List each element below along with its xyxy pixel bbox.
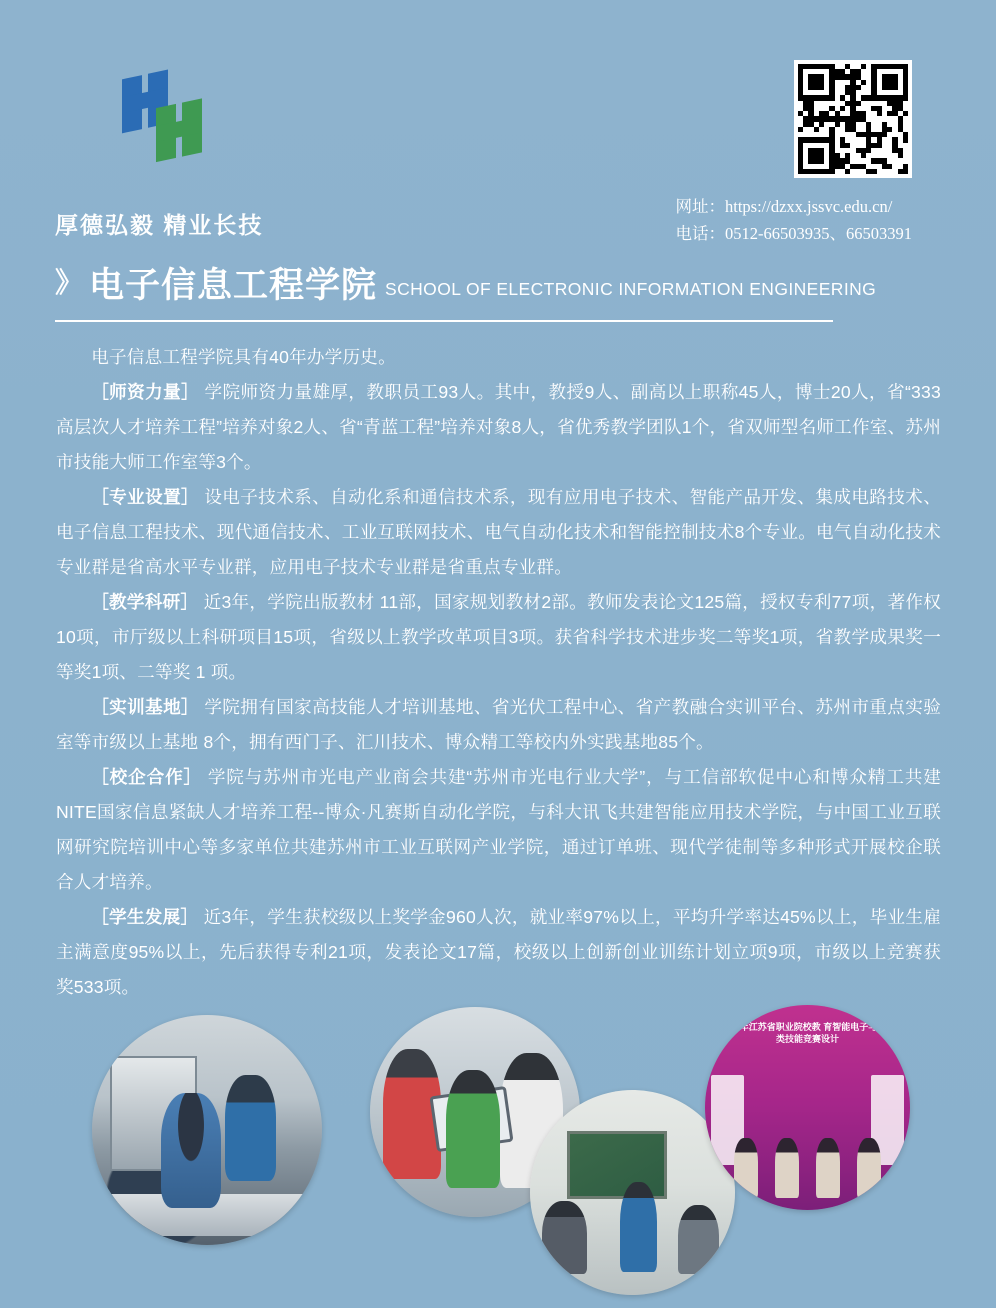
- qr-code: [794, 60, 912, 178]
- body-copy: [56, 340, 941, 1005]
- page-title: [55, 266, 877, 305]
- contact-info: [676, 193, 913, 247]
- label-cooperation: ［校企合作］: [91, 767, 203, 787]
- paragraph-majors: ［专业设置］ 设电子技术系、自动化系和通信技术系，现有应用电子技术、智能产品开发、集成电路技术、电子信息工程技术、现代通信技术、工业互联网技术、电气自动化技术和智能控制技术8个专业。电气自动化技术专业群是省高水平专业群，应用电子技术专业群是省重点专业群。: [56, 487, 942, 577]
- photo-gallery: [0, 995, 996, 1295]
- label-student-development: ［学生发展］: [91, 907, 199, 927]
- phone-line: 电话：0512-66503935、66503391: [675, 224, 912, 243]
- label-faculty: ［师资力量］: [91, 382, 200, 402]
- paragraph-faculty: ［师资力量］ 学院师资力量雄厚，教职员工93人。其中，教授9人、副高以上职称45人，博士20人，省“333高层次人才培养工程”培养对象2人、省“青蓝工程”培养对象8人，省优秀教学团队1个，省双师型名师工作室、苏州市技能大师工作室等3个。: [56, 382, 942, 472]
- chevron-right-icon: 》: [55, 267, 84, 298]
- qr-grid: [798, 64, 908, 174]
- title-chinese: 电子信息工程学院: [89, 266, 378, 305]
- motto: 厚德弘毅 精业长技: [55, 212, 264, 238]
- label-majors: ［专业设置］: [91, 487, 200, 507]
- title-divider: [55, 320, 833, 322]
- paragraph-research: ［教学科研］ 近3年，学院出版教材 11部，国家规划教材2部。教师发表论文125篇，授权专利77项，著作权10项，市厅级以上科研项目15项，省级以上教学改革项目3项。获省科学技术进步奖二等奖1项，省教学成果奖一等奖1项、二等奖 1 项。: [56, 592, 941, 682]
- photo-people-row: [726, 1128, 890, 1198]
- photo-banner-text: 2022年江苏省职业院校教 育智能电子与信息类技能竞赛设计: [719, 1022, 896, 1045]
- label-training-base: ［实训基地］: [91, 697, 200, 717]
- title-english: SCHOOL OF ELECTRONIC INFORMATION ENGINEERING: [385, 279, 877, 299]
- college-logo: [100, 58, 230, 173]
- paragraph-intro: 电子信息工程学院具有40年办学历史。: [91, 347, 396, 367]
- paragraph-training-base: ［实训基地］ 学院拥有国家高技能人才培训基地、省光伏工程中心、省产教融合实训平台、苏州市重点实验室等市级以上基地 8个，拥有西门子、汇川技术、博众精工等校内外实践基地85个。: [56, 697, 942, 752]
- photo-lab-workshop: [92, 1015, 322, 1245]
- label-research: ［教学科研］: [91, 592, 199, 612]
- photo-award-ceremony: [705, 1005, 910, 1210]
- website-line: 网址：https://dzxx.jssvc.edu.cn/: [675, 197, 893, 216]
- paragraph-cooperation: ［校企合作］ 学院与苏州市光电产业商会共建“苏州市光电行业大学”，与工信部软促中心和博众精工共建NITE国家信息紧缺人才培养工程--博众·凡赛斯自动化学院，与科大讯飞共建智能应用技术学院，与中国工业互联网研究院培训中心等多家单位共建苏州市工业互联网产业学院，通过订单班、现代学徒制等多种形式开展校企联合人才培养。: [56, 767, 942, 892]
- paragraph-student-development: ［学生发展］ 近3年，学生获校级以上奖学金960人次，就业率97%以上，平均升学率达45%以上，毕业生雇主满意度95%以上，先后获得专利21项，发表论文17篇，校级以上创新创业训练计划立项9项，市级以上竞赛获奖533项。: [56, 907, 941, 997]
